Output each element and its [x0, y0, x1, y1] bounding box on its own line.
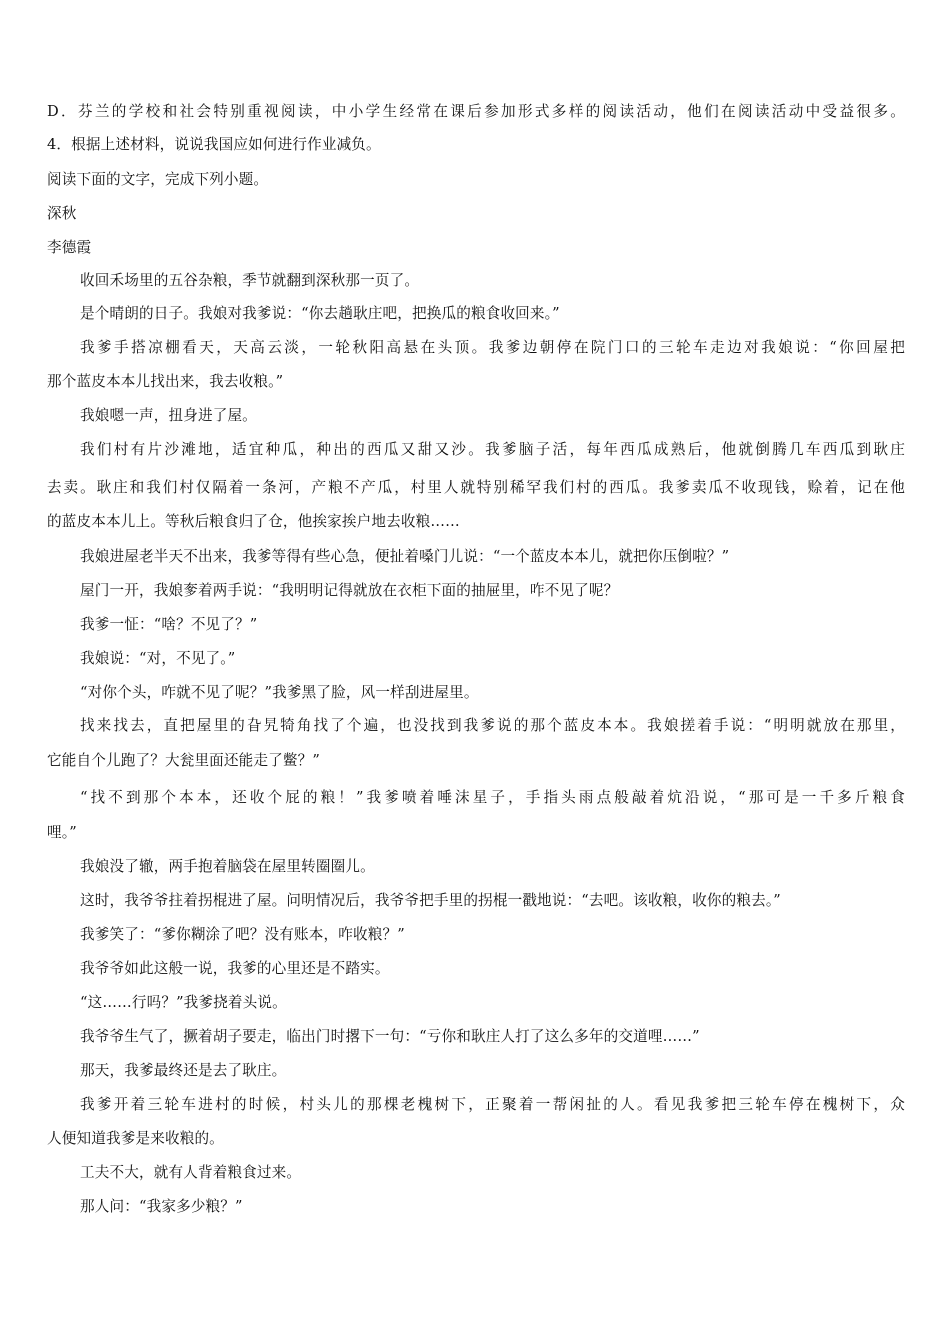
story-line: 那人问：“我家多少粮？” — [80, 1198, 243, 1215]
story-line: 那个蓝皮本本儿找出来，我去收粮。” — [47, 373, 284, 390]
story-line: 这时，我爷爷拄着拐棍进了屋。问明情况后，我爷爷把手里的拐棍一戳地说：“去吧。该收粮，收你的粮去。” — [80, 892, 781, 909]
story-line: 我娘说：“对，不见了。” — [80, 650, 236, 667]
story-line: 的蓝皮本本儿上。等秋后粮食归了仓，他挨家挨户地去收粮…… — [47, 513, 460, 530]
story-line: “找不到那个本本，还收个屁的粮！”我爹喷着唾沫星子，手指头雨点般敲着炕沿说，“那可是一千多斤粮食 — [80, 789, 905, 806]
story-line: 我爹笑了：“爹你糊涂了吧？没有账本，咋收粮？” — [80, 926, 405, 943]
question-4: 4．根据上述材料，说说我国应如何进行作业减负。 — [47, 136, 381, 153]
story-line: 找来找去，直把屋里的旮旯犄角找了个遍，也没找到我爹说的那个蓝皮本本。我娘搓着手说：“明明就放在那里， — [80, 717, 905, 734]
story-line: 我爹开着三轮车进村的时候，村头儿的那棵老槐树下，正聚着一帮闲扯的人。看见我爹把三轮车停在槐树下，众 — [80, 1096, 905, 1113]
story-line: 哩。” — [47, 824, 77, 841]
story-author: 李德霞 — [47, 239, 92, 256]
story-line: 人便知道我爹是来收粮的。 — [47, 1130, 224, 1147]
story-line: 我娘进屋老半天不出来，我爹等得有些心急，便扯着嗓门儿说：“一个蓝皮本本儿，就把你压倒啦？” — [80, 548, 730, 565]
story-line: “对你个头，咋就不见了呢？”我爹黑了脸，风一样刮进屋里。 — [80, 684, 479, 701]
story-line: 去卖。耿庄和我们村仅隔着一条河，产粮不产瓜，村里人就特别稀罕我们村的西瓜。我爹卖瓜不收现钱，赊着，记在他 — [47, 479, 905, 496]
story-line: 那天，我爹最终还是去了耿庄。 — [80, 1062, 287, 1079]
story-line: 我们村有片沙滩地，适宜种瓜，种出的西瓜又甜又沙。我爹脑子活，每年西瓜成熟后，他就倒腾几车西瓜到耿庄 — [80, 441, 905, 458]
story-line: 我娘没了辙，两手抱着脑袋在屋里转圈圈儿。 — [80, 858, 375, 875]
story-title: 深秋 — [47, 205, 77, 222]
story-line: 收回禾场里的五谷杂粮，季节就翻到深秋那一页了。 — [80, 272, 420, 289]
story-line: 它能自个儿跑了？大瓮里面还能走了鳖？” — [47, 752, 320, 769]
story-line: 我爹手搭凉棚看天，天高云淡，一轮秋阳高悬在头顶。我爹边朝停在院门口的三轮车走边对我娘说：“你回屋把 — [80, 339, 905, 356]
story-line: 我爹一怔：“啥？不见了？” — [80, 616, 258, 633]
reading-instruction: 阅读下面的文字，完成下列小题。 — [47, 171, 269, 188]
story-line: 我爷爷如此这般一说，我爹的心里还是不踏实。 — [80, 960, 390, 977]
story-line: “这……行吗？”我爹挠着头说。 — [80, 994, 287, 1011]
story-line: 工夫不大，就有人背着粮食过来。 — [80, 1164, 302, 1181]
story-line: 我爷爷生气了，撅着胡子要走，临出门时撂下一句：“亏你和耿庄人打了这么多年的交道哩……” — [80, 1028, 700, 1045]
story-line: 是个晴朗的日子。我娘对我爹说：“你去趟耿庄吧，把换瓜的粮食收回来。” — [80, 305, 560, 322]
story-line: 我娘嗯一声，扭身进了屋。 — [80, 407, 257, 424]
story-line: 屋门一开，我娘奓着两手说：“我明明记得就放在衣柜下面的抽屉里，咋不见了呢？ — [80, 582, 619, 599]
question-d: D．芬兰的学校和社会特别重视阅读，中小学生经常在课后参加形式多样的阅读活动，他们在阅读活动中受益很多。 — [47, 103, 905, 120]
